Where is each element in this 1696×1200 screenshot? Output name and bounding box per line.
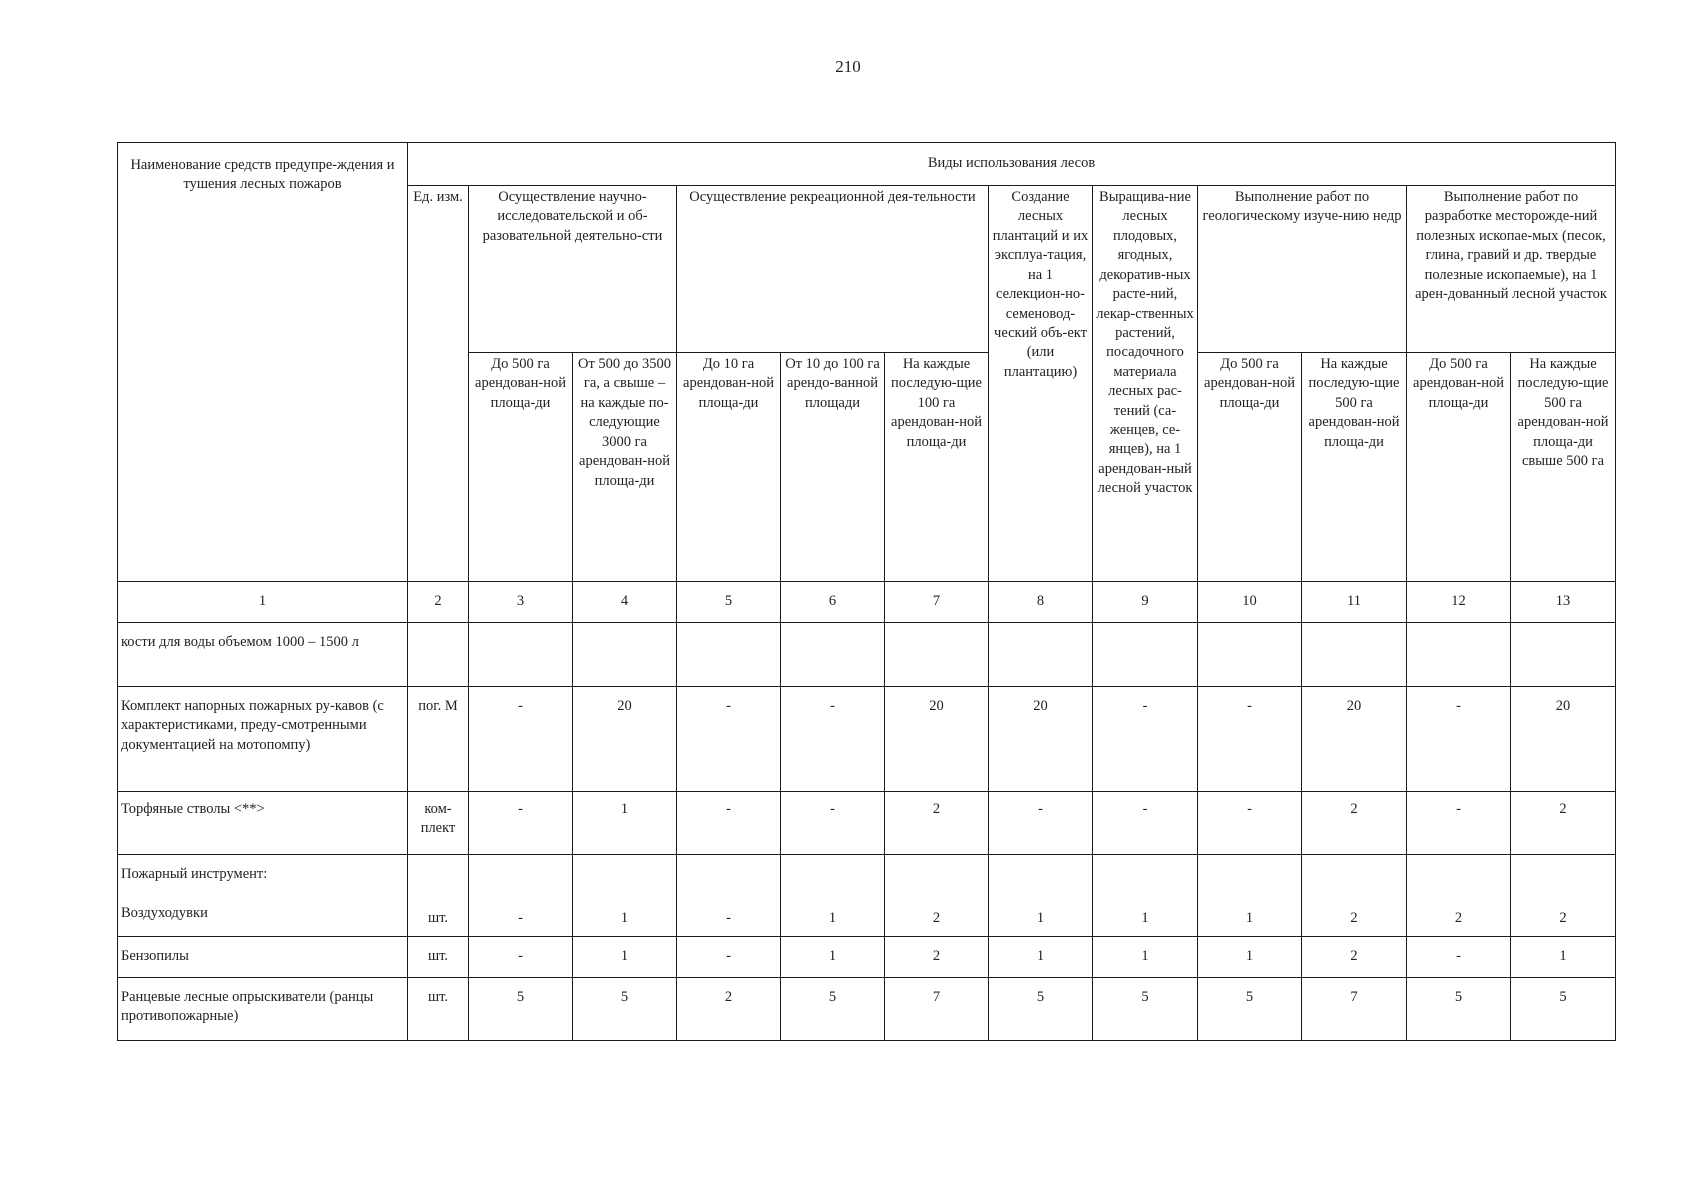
- row-value: 20: [989, 687, 1093, 792]
- row-value: 7: [1302, 978, 1407, 1041]
- row-value: 5: [469, 978, 573, 1041]
- table-row: [118, 855, 1616, 937]
- subheader-col-7: На каждые последую-щие 100 га арендован-ной площа-ди: [885, 353, 989, 582]
- row-value: -: [781, 687, 885, 792]
- row-value: 5: [1198, 978, 1302, 1041]
- row-unit: шт.: [408, 937, 469, 978]
- row-value: -: [1407, 687, 1511, 792]
- row-group-title: Пожарный инструмент:: [121, 866, 268, 882]
- row-value: 2: [885, 855, 989, 937]
- row-value: 1: [1093, 937, 1198, 978]
- row-value: 2: [1511, 792, 1616, 855]
- row-value: 1: [989, 937, 1093, 978]
- row-value: 20: [1302, 687, 1407, 792]
- row-value: 20: [1511, 687, 1616, 792]
- subheader-col-13: На каждые последую-щие 500 га арендован-ной площа-ди свыше 500 га: [1511, 353, 1616, 582]
- subheader-col-5: До 10 га арендован-ной площа-ди: [677, 353, 781, 582]
- row-value: -: [677, 937, 781, 978]
- row-value: [1511, 623, 1616, 687]
- row-value: -: [1407, 792, 1511, 855]
- row-value: 1: [781, 937, 885, 978]
- row-unit: [408, 623, 469, 687]
- column-number: 1: [118, 582, 408, 623]
- row-value: 1: [1198, 937, 1302, 978]
- row-value: [1407, 623, 1511, 687]
- row-value: -: [1198, 687, 1302, 792]
- row-value: 1: [573, 792, 677, 855]
- row-value: [781, 623, 885, 687]
- header-group-title: Виды использования лесов: [408, 143, 1616, 186]
- column-number: 6: [781, 582, 885, 623]
- row-value: 1: [573, 937, 677, 978]
- column-number: 11: [1302, 582, 1407, 623]
- table-row: [118, 937, 1616, 978]
- row-value: 2: [885, 792, 989, 855]
- row-value: [677, 623, 781, 687]
- column-number: 9: [1093, 582, 1198, 623]
- column-number: 8: [989, 582, 1093, 623]
- row-name: Комплект напорных пожарных ру-кавов (с характеристиками, преду-смотренными документацией на мотопомпу): [118, 687, 408, 792]
- column-number: 10: [1198, 582, 1302, 623]
- row-value: 2: [1302, 855, 1407, 937]
- page-number: 210: [835, 57, 861, 76]
- row-value: 1: [781, 855, 885, 937]
- column-number: 5: [677, 582, 781, 623]
- table-row: [118, 978, 1616, 1041]
- row-value: -: [469, 855, 573, 937]
- row-value: 20: [573, 687, 677, 792]
- row-value: [885, 623, 989, 687]
- row-value: -: [677, 855, 781, 937]
- row-value: 2: [677, 978, 781, 1041]
- header-mining: Выполнение работ по разработке месторожде-ний полезных ископае-мых (песок, глина, гравий и др. твердые полезные ископаемые), на 1 арен-дованный лесной участок: [1407, 186, 1616, 353]
- subheader-col-10: До 500 га арендован-ной площа-ди: [1198, 353, 1302, 582]
- row-value: -: [1093, 687, 1198, 792]
- header-growing: Выращива-ние лесных плодовых, ягодных, декоратив-ных расте-ний, лекар-ственных растений, посадочного материала лесных рас-тений (са-женцев, се-янцев), на 1 арендован-ный лесной участок: [1093, 186, 1198, 582]
- subheader-col-6: От 10 до 100 га арендо-ванной площади: [781, 353, 885, 582]
- header-recreation: Осуществление рекреационной дея-тельности: [677, 186, 989, 353]
- row-value: 2: [1302, 792, 1407, 855]
- row-value: 1: [1511, 937, 1616, 978]
- row-value: -: [677, 792, 781, 855]
- row-value: -: [781, 792, 885, 855]
- header-plantations: Создание лесных плантаций и их эксплуа-тация, на 1 селекцион-но-семеновод-ческий объ-ект (или плантацию): [989, 186, 1093, 582]
- row-value: 2: [1302, 937, 1407, 978]
- column-number: 7: [885, 582, 989, 623]
- header-science: Осуществление научно-исследовательской и об-разовательной деятельно-сти: [469, 186, 677, 353]
- row-name: кости для воды объемом 1000 – 1500 л: [118, 623, 408, 687]
- column-number: 4: [573, 582, 677, 623]
- row-value: -: [469, 792, 573, 855]
- row-value: 5: [781, 978, 885, 1041]
- row-value: -: [989, 792, 1093, 855]
- row-name-cell: [118, 855, 408, 937]
- row-value: 20: [885, 687, 989, 792]
- row-value: 1: [573, 855, 677, 937]
- row-unit: шт.: [408, 978, 469, 1041]
- row-value: [469, 623, 573, 687]
- row-value: [573, 623, 677, 687]
- column-number: 3: [469, 582, 573, 623]
- row-unit: пог. М: [408, 687, 469, 792]
- row-value: 5: [1511, 978, 1616, 1041]
- subheader-col-3: До 500 га арендован-ной площа-ди: [469, 353, 573, 582]
- row-value: -: [469, 937, 573, 978]
- column-number: 13: [1511, 582, 1616, 623]
- row-value: 2: [885, 937, 989, 978]
- row-value: -: [1093, 792, 1198, 855]
- row-name: Торфяные стволы <**>: [118, 792, 408, 855]
- forest-fire-equipment-table: [117, 142, 1616, 1041]
- row-value: 5: [1093, 978, 1198, 1041]
- table-row: [118, 687, 1616, 792]
- header-geology: Выполнение работ по геологическому изуче-нию недр: [1198, 186, 1407, 353]
- table-row: [118, 792, 1616, 855]
- header-unit: Ед. изм.: [408, 186, 469, 582]
- row-value: -: [677, 687, 781, 792]
- subheader-col-12: До 500 га арендован-ной площа-ди: [1407, 353, 1511, 582]
- row-value: -: [1198, 792, 1302, 855]
- row-value: 1: [1093, 855, 1198, 937]
- row-value: 2: [1407, 855, 1511, 937]
- header-name-column: Наименование средств предупре-ждения и тушения лесных пожаров: [118, 143, 408, 582]
- row-value: 7: [885, 978, 989, 1041]
- row-unit: ком-плект: [408, 792, 469, 855]
- row-value: 5: [573, 978, 677, 1041]
- row-value: 1: [1198, 855, 1302, 937]
- subheader-col-4: От 500 до 3500 га, а свыше – на каждые по-следующие 3000 га арендован-ной площа-ди: [573, 353, 677, 582]
- row-value: 5: [1407, 978, 1511, 1041]
- subheader-col-11: На каждые последую-щие 500 га арендован-ной площа-ди: [1302, 353, 1407, 582]
- row-name: Воздуходувки: [121, 905, 208, 922]
- row-name: Ранцевые лесные опрыскиватели (ранцы противопожарные): [118, 978, 408, 1041]
- column-number: 2: [408, 582, 469, 623]
- row-value: 5: [989, 978, 1093, 1041]
- row-value: 1: [989, 855, 1093, 937]
- row-name: Бензопилы: [118, 937, 408, 978]
- row-value: [1198, 623, 1302, 687]
- row-value: 2: [1511, 855, 1616, 937]
- row-value: -: [469, 687, 573, 792]
- row-unit: шт.: [408, 855, 469, 937]
- row-value: -: [1407, 937, 1511, 978]
- column-number: 12: [1407, 582, 1511, 623]
- row-value: [1302, 623, 1407, 687]
- row-value: [989, 623, 1093, 687]
- table-row: [118, 623, 1616, 687]
- row-value: [1093, 623, 1198, 687]
